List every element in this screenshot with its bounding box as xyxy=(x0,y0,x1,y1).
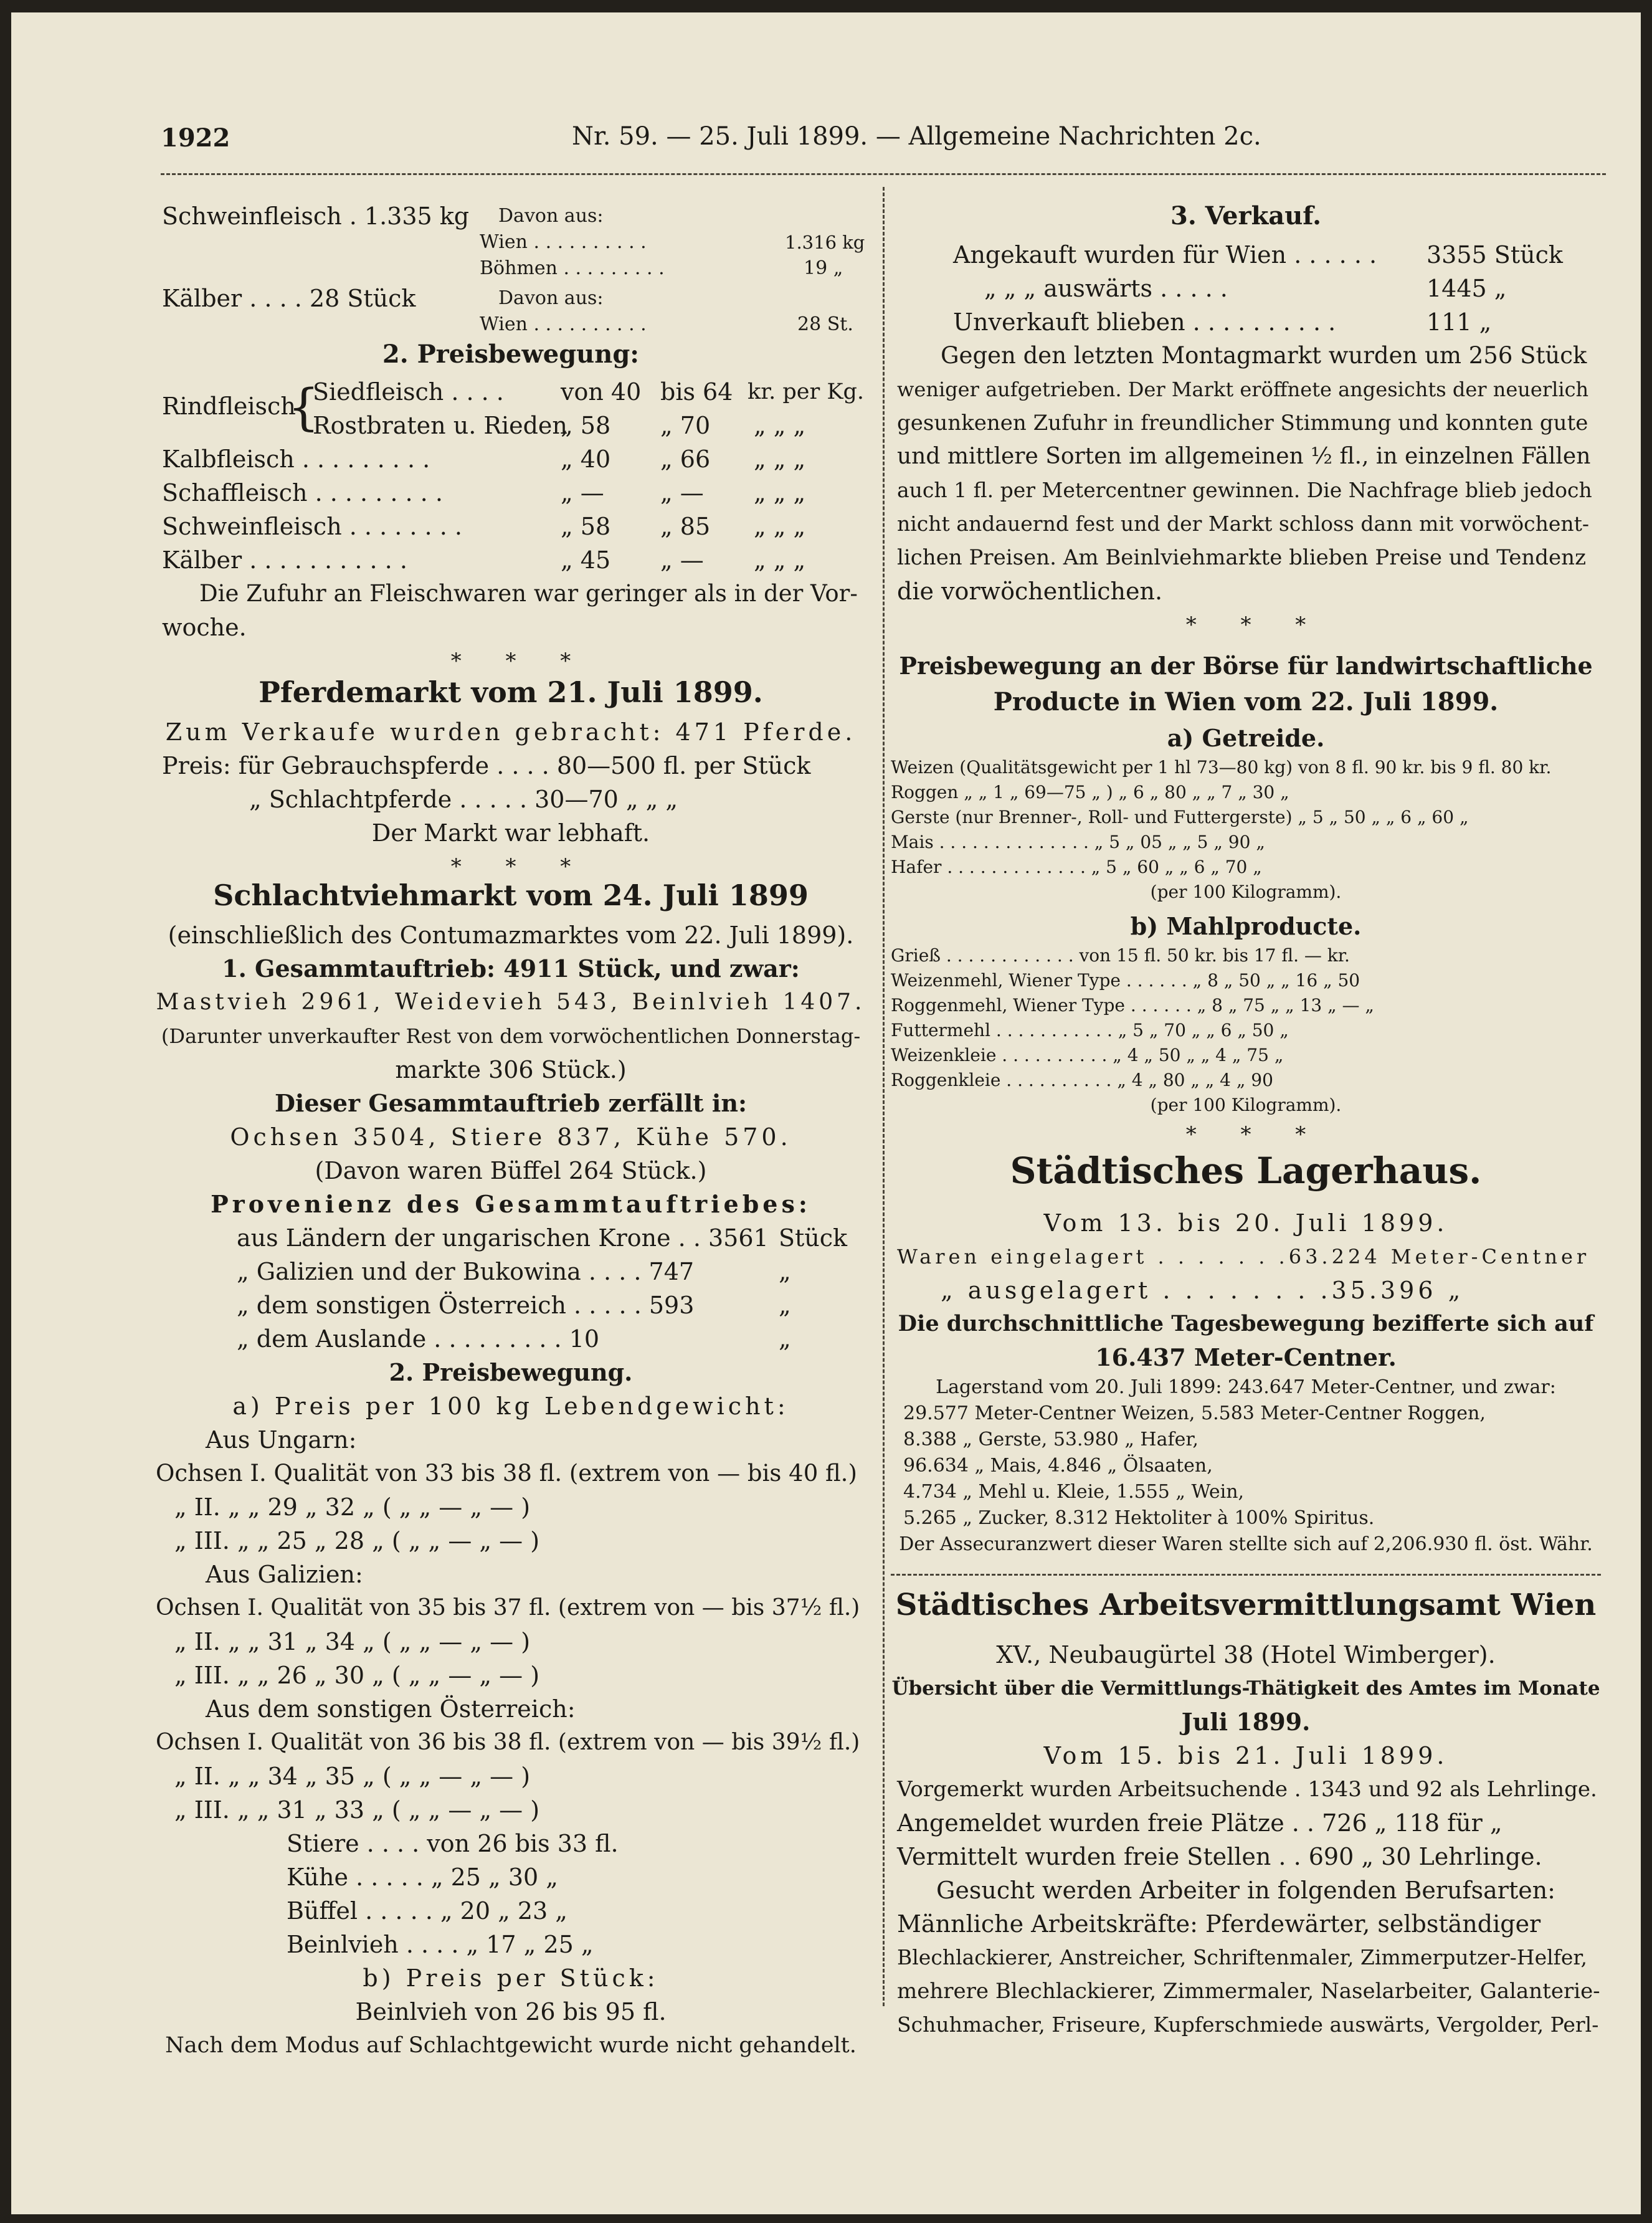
price-unit: „ „ „ xyxy=(754,513,806,540)
price-von: „ 58 xyxy=(561,412,611,439)
fleischwaren-section xyxy=(156,199,866,338)
qualitaet-row: Ochsen I. Qualität von 33 bis 38 fl. (extrem von — bis 40 fl.) xyxy=(156,1460,857,1487)
zerfaellt-line: Dieser Gesammtauftrieb zerfällt in: xyxy=(274,1089,748,1117)
column-divider xyxy=(883,187,885,2006)
davon-label: Davon aus: xyxy=(498,287,604,309)
pferdemarkt-section xyxy=(156,675,866,850)
origin-label: Wien . . . . . . . . . . xyxy=(480,313,647,335)
mastvieh-line: Mastvieh 2961, Weidevieh 543, Beinlvieh 1407. xyxy=(156,989,866,1015)
provenienz-unit: Stück xyxy=(779,1224,848,1252)
paragraph-line: Blechlackierer, Anstreicher, Schriftenmaler, Zimmerputzer-Helfer, xyxy=(897,1945,1588,1969)
origin-heading: Aus Ungarn: xyxy=(206,1426,357,1454)
tages-line: Die durchschnittliche Tagesbewegung bezifferte sich auf xyxy=(898,1311,1594,1336)
origin-label: Böhmen . . . . . . . . . xyxy=(480,257,665,279)
tages-line: 16.437 Meter-Centner. xyxy=(1095,1343,1397,1371)
darunter-line: (Darunter unverkaufter Rest von dem vorwöchentlichen Donnerstag- xyxy=(161,1024,861,1048)
price-von: „ 58 xyxy=(561,513,611,540)
ausgelagert-line: „ ausgelagert . . . . . . . .35.396 „ xyxy=(941,1277,1464,1304)
section-title: Preisbewegung an der Börse für landwirtschaftliche xyxy=(899,652,1593,680)
paragraph-line: nicht andauernd fest und der Markt schloss dann mit vorwöchent- xyxy=(897,512,1590,536)
left-scan-border xyxy=(0,0,11,2223)
verkauf-section xyxy=(891,199,1601,608)
subsection-heading: b) Mahlproducte. xyxy=(1130,912,1362,940)
origin-value: 1.316 kg xyxy=(785,232,865,253)
boerse-section xyxy=(891,649,1601,1118)
provenienz-row: „ dem sonstigen Österreich . . . . . 593 xyxy=(237,1292,695,1319)
lagerstand-row: 4.734 „ Mehl u. Kleie, 1.555 „ Wein, xyxy=(903,1481,1245,1503)
section-title: Pferdemarkt vom 21. Juli 1899. xyxy=(259,675,763,709)
note-text: woche. xyxy=(162,614,247,641)
preis-line: Preis: für Gebrauchspferde . . . . 80—500 fl. per Stück xyxy=(162,752,811,779)
address-line: XV., Neubaugürtel 38 (Hotel Wimberger). xyxy=(996,1641,1496,1668)
qualitaet-row: „ II. „ „ 31 „ 34 „ ( „ „ — „ — ) xyxy=(174,1628,531,1655)
preis-line: „ Schlachtpferde . . . . . 30—70 „ „ „ xyxy=(249,786,678,813)
schlachtviehmarkt-section xyxy=(156,878,866,2062)
beinlvieh-line: Beinlvieh von 26 bis 95 fl. xyxy=(355,1998,667,2025)
running-header xyxy=(161,117,1606,167)
getreide-row: Weizen (Qualitätsgewicht per 1 hl 73—80 kg) von 8 fl. 90 kr. bis 9 fl. 80 kr. xyxy=(891,757,1552,778)
vermittlung-row: Angemeldet wurden freie Plätze . . 726 „ 118 für „ xyxy=(897,1809,1502,1837)
unit-note: (per 100 Kilogramm). xyxy=(1150,882,1342,902)
price-von: „ 45 xyxy=(561,546,611,574)
section-title: Städtisches Arbeitsvermittlungsamt Wien xyxy=(895,1588,1597,1622)
other-price-row: Beinlvieh . . . . „ 17 „ 25 „ xyxy=(287,1931,594,1958)
provenienz-unit: „ xyxy=(779,1258,791,1285)
price-bis: „ — xyxy=(660,479,704,507)
other-price-row: Büffel . . . . . „ 20 „ 23 „ xyxy=(287,1897,567,1925)
section-heading: 2. Preisbewegung. xyxy=(389,1358,633,1386)
price-bis: „ — xyxy=(660,546,704,574)
verkauf-label: Angekauft wurden für Wien . . . . . . xyxy=(953,241,1377,269)
header-rule xyxy=(161,173,1606,177)
verkauf-value: 3355 Stück xyxy=(1427,241,1563,269)
price-unit: „ „ „ xyxy=(754,412,806,439)
eingelagert-line: Waren eingelagert . . . . . . .63.224 Meter-Centner xyxy=(897,1245,1590,1269)
price-label: Schweinfleisch . . . . . . . . xyxy=(162,513,462,540)
qualitaet-row: „ III. „ „ 26 „ 30 „ ( „ „ — „ — ) xyxy=(174,1662,540,1689)
date-range: Vom 15. bis 21. Juli 1899. xyxy=(1043,1742,1448,1769)
issue-title: Nr. 59. — 25. Juli 1899. — Allgemeine Nachrichten 2c. xyxy=(572,122,1261,151)
assecuranz-line: Der Assecuranzwert dieser Waren stellte sich auf 2,206.930 fl. öst. Währ. xyxy=(899,1533,1593,1555)
section-title: Producte in Wien vom 22. Juli 1899. xyxy=(993,687,1499,716)
price-unit: „ „ „ xyxy=(754,546,806,574)
mahl-row: Roggenmehl, Wiener Type . . . . . . „ 8 „ 75 „ „ 13 „ — „ xyxy=(891,995,1374,1016)
uebersicht-line: Übersicht über die Vermittlungs-Thätigkeit des Amtes im Monate xyxy=(891,1677,1600,1700)
darunter-line: markte 306 Stück.) xyxy=(395,1056,627,1083)
qualitaet-row: „ III. „ „ 31 „ 33 „ ( „ „ — „ — ) xyxy=(174,1796,540,1824)
price-bis: „ 70 xyxy=(660,412,711,439)
note-text: Die Zufuhr an Fleischwaren war geringer als in der Vor- xyxy=(199,580,858,607)
mahl-row: Weizenmehl, Wiener Type . . . . . . „ 8 „ 50 „ „ 16 „ 50 xyxy=(891,970,1360,991)
preisbewegung-fleisch xyxy=(156,338,866,644)
getreide-row: Gerste (nur Brenner-, Roll- und Futtergerste) „ 5 „ 50 „ „ 6 „ 60 „ xyxy=(891,807,1469,827)
provenienz-row: „ Galizien und der Bukowina . . . . 747 xyxy=(237,1258,695,1285)
davon-label: Davon aus: xyxy=(498,205,604,227)
provenienz-unit: „ xyxy=(779,1292,791,1319)
mahl-row: Weizenkleie . . . . . . . . . . „ 4 „ 50 „ „ 4 „ 75 „ xyxy=(891,1045,1284,1065)
qualitaet-row: Ochsen I. Qualität von 35 bis 37 fl. (extrem von — bis 37½ fl.) xyxy=(156,1595,860,1621)
price-unit: „ „ „ xyxy=(754,445,806,473)
mahl-row: Grieß . . . . . . . . . . . . von 15 fl. 50 kr. bis 17 fl. — kr. xyxy=(891,945,1350,966)
vermittlung-row: Vorgemerkt wurden Arbeitsuchende . 1343 und 92 als Lehrlinge. xyxy=(897,1777,1597,1802)
price-von: „ 40 xyxy=(561,445,611,473)
origin-heading: Aus Galizien: xyxy=(206,1561,363,1588)
other-price-row: Stiere . . . . von 26 bis 33 fl. xyxy=(287,1830,619,1857)
section-subtitle: (einschließlich des Contumazmarktes vom 22. Juli 1899). xyxy=(168,921,854,949)
qualitaet-row: Ochsen I. Qualität von 36 bis 38 fl. (extrem von — bis 39½ fl.) xyxy=(156,1730,860,1755)
qualitaet-row: „ II. „ „ 34 „ 35 „ ( „ „ — „ — ) xyxy=(174,1763,531,1790)
ochsen-line: Ochsen 3504, Stiere 837, Kühe 570. xyxy=(230,1123,792,1151)
lebendgewicht-heading: a) Preis per 100 kg Lebendgewicht: xyxy=(232,1392,789,1420)
verkauf-value: 1445 „ xyxy=(1427,275,1507,302)
origin-label: Wien . . . . . . . . . . xyxy=(480,231,647,253)
stueck-heading: b) Preis per Stück: xyxy=(363,1964,659,1992)
qualitaet-row: „ III. „ „ 25 „ 28 „ ( „ „ — „ — ) xyxy=(174,1527,540,1554)
section-divider xyxy=(891,1574,1601,1576)
price-bis: bis 64 xyxy=(660,378,733,406)
paragraph-line: Schuhmacher, Friseure, Kupferschmiede auswärts, Vergolder, Perl- xyxy=(897,2012,1599,2037)
auftrieb-line: 1. Gesammtauftrieb: 4911 Stück, und zwar: xyxy=(222,954,800,983)
verkauf-line: Zum Verkaufe wurden gebracht: 471 Pferde. xyxy=(165,718,857,746)
section-heading: 3. Verkauf. xyxy=(1170,201,1321,231)
qualitaet-row: „ II. „ „ 29 „ 32 „ ( „ „ — „ — ) xyxy=(174,1493,531,1521)
origin-value: 19 „ xyxy=(804,257,843,279)
price-label: Kalbfleisch . . . . . . . . . xyxy=(162,445,430,473)
paragraph-line: Männliche Arbeitskräfte: Pferdewärter, selbständiger xyxy=(897,1910,1541,1938)
separator-stars: * * * xyxy=(1185,1122,1306,1147)
price-label: Siedfleisch . . . . xyxy=(313,378,504,406)
date-range: Vom 13. bis 20. Juli 1899. xyxy=(1043,1209,1448,1237)
paragraph-line: lichen Preisen. Am Beinlviehmarkte blieben Preise und Tendenz xyxy=(897,545,1586,570)
lagerhaus-section xyxy=(891,1150,1601,1558)
price-label: Rostbraten u. Rieden xyxy=(313,412,567,439)
lagerstand-row: 29.577 Meter-Centner Weizen, 5.583 Meter-Centner Roggen, xyxy=(903,1402,1486,1424)
getreide-row: Roggen „ „ 1 „ 69—75 „ ) „ 6 „ 80 „ „ 7 „ 30 „ xyxy=(891,782,1289,802)
separator-stars: * * * xyxy=(450,854,571,879)
separator-stars: * * * xyxy=(450,649,571,674)
paragraph-line: und mittlere Sorten im allgemeinen ½ fl., in einzelnen Fällen xyxy=(897,444,1591,469)
uebersicht-line: Juli 1899. xyxy=(1181,1708,1311,1736)
bottom-scan-border xyxy=(0,2214,1652,2223)
other-price-row: Kühe . . . . . „ 25 „ 30 „ xyxy=(287,1864,558,1891)
price-unit: „ „ „ xyxy=(754,479,806,507)
gesucht-line: Gesucht werden Arbeiter in folgenden Berufsarten: xyxy=(936,1877,1555,1904)
price-unit: kr. per Kg. xyxy=(748,379,864,404)
lagerstand-row: 96.634 „ Mais, 4.846 „ Ölsaaten, xyxy=(903,1455,1213,1477)
price-von: „ — xyxy=(561,479,604,507)
section-heading: 2. Preisbewegung: xyxy=(382,340,640,369)
bueffel-line: (Davon waren Büffel 264 Stück.) xyxy=(315,1157,707,1184)
subsection-heading: a) Getreide. xyxy=(1167,724,1325,752)
mahl-row: Roggenkleie . . . . . . . . . . „ 4 „ 80 „ „ 4 „ 90 xyxy=(891,1070,1273,1090)
right-scan-border xyxy=(1641,0,1652,2223)
price-von: von 40 xyxy=(561,378,642,406)
left-column xyxy=(156,199,866,2062)
separator-stars: * * * xyxy=(1185,612,1306,637)
getreide-row: Hafer . . . . . . . . . . . . . „ 5 „ 60 „ „ 6 „ 70 „ xyxy=(891,857,1262,877)
page-number: 1922 xyxy=(161,123,230,153)
price-label: Schaffleisch . . . . . . . . . xyxy=(162,479,443,507)
vermittlung-row: Vermittelt wurden freie Stellen . . 690 „ 30 Lehrlinge. xyxy=(897,1843,1542,1870)
right-column xyxy=(891,199,1601,2042)
provenienz-row: „ dem Auslande . . . . . . . . . 10 xyxy=(237,1325,600,1353)
rindfleisch-label: Rindfleisch xyxy=(162,393,296,420)
provenienz-heading: Provenienz des Gesammtauftriebes: xyxy=(211,1190,811,1218)
unit-note: (per 100 Kilogramm). xyxy=(1150,1095,1342,1115)
lagerstand-line: Lagerstand vom 20. Juli 1899: 243.647 Meter-Centner, und zwar: xyxy=(936,1376,1556,1398)
paragraph-line: auch 1 fl. per Metercentner gewinnen. Die Nachfrage blieb jedoch xyxy=(897,478,1592,502)
mahl-row: Futtermehl . . . . . . . . . . . „ 5 „ 70 „ „ 6 „ 50 „ xyxy=(891,1020,1289,1040)
provenienz-unit: „ xyxy=(779,1325,791,1353)
paragraph-line: mehrere Blechlackierer, Zimmermaler, Naselarbeiter, Galanterie- xyxy=(897,1979,1600,2004)
markt-note: Der Markt war lebhaft. xyxy=(371,819,650,847)
price-label: Kälber . . . . . . . . . . . xyxy=(162,546,407,574)
paragraph-line: weniger aufgetrieben. Der Markt eröffnete angesichts der neuerlich xyxy=(897,378,1589,401)
schweinfleisch-total: Schweinfleisch . 1.335 kg xyxy=(162,202,470,230)
paragraph-line: Gegen den letzten Montagmarkt wurden um 256 Stück xyxy=(941,342,1587,369)
modus-line: Nach dem Modus auf Schlachtgewicht wurde nicht gehandelt. xyxy=(165,2033,857,2058)
verkauf-value: 111 „ xyxy=(1427,308,1492,336)
price-bis: „ 85 xyxy=(660,513,711,540)
paragraph-line: gesunkenen Zufuhr in freundlicher Stimmung und konnten gute xyxy=(897,411,1588,436)
section-title: Städtisches Lagerhaus. xyxy=(1010,1150,1482,1192)
provenienz-row: aus Ländern der ungarischen Krone . . 3561 xyxy=(237,1224,769,1252)
getreide-row: Mais . . . . . . . . . . . . . . „ 5 „ 05 „ „ 5 „ 90 „ xyxy=(891,832,1265,852)
origin-value: 28 St. xyxy=(797,313,853,335)
top-scan-border xyxy=(0,0,1652,12)
lagerstand-row: 5.265 „ Zucker, 8.312 Hektoliter à 100% Spiritus. xyxy=(903,1507,1375,1529)
paragraph-line: die vorwöchentlichen. xyxy=(897,578,1163,605)
arbeitsamt-section xyxy=(891,1588,1601,2042)
verkauf-label: „ „ „ auswärts . . . . . xyxy=(984,275,1228,302)
price-bis: „ 66 xyxy=(660,445,711,473)
brace-icon: { xyxy=(288,378,320,436)
kaelber-total: Kälber . . . . 28 Stück xyxy=(162,285,416,312)
lagerstand-row: 8.388 „ Gerste, 53.980 „ Hafer, xyxy=(903,1429,1199,1450)
section-title: Schlachtviehmarkt vom 24. Juli 1899 xyxy=(213,878,809,912)
verkauf-label: Unverkauft blieben . . . . . . . . . . xyxy=(953,308,1336,336)
origin-heading: Aus dem sonstigen Österreich: xyxy=(206,1695,576,1723)
